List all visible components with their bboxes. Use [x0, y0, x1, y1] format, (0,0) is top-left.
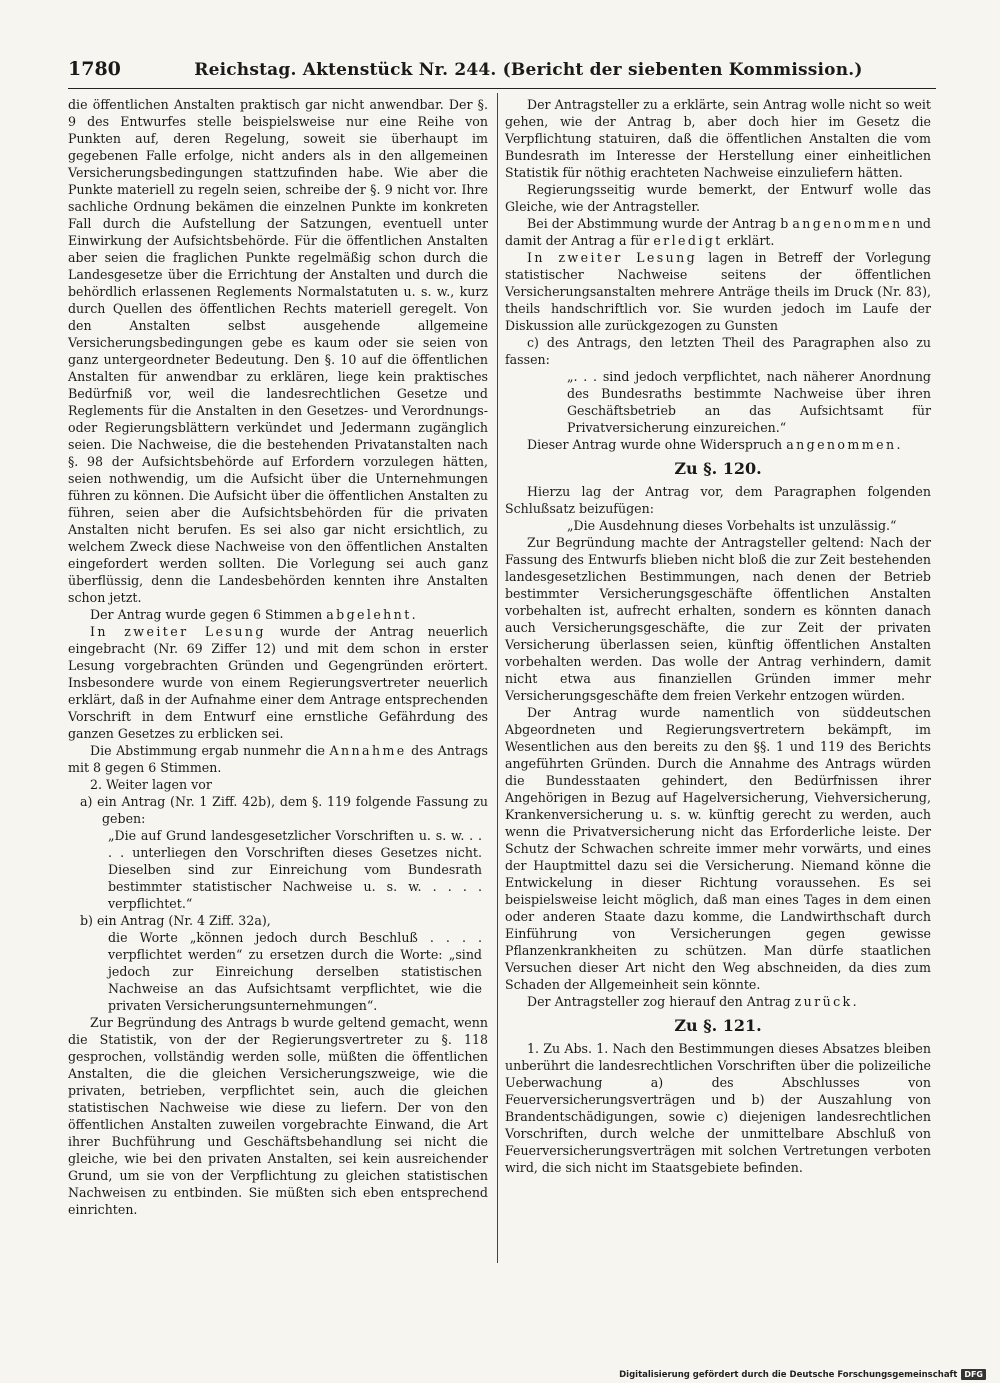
- paragraph: In zweiter Lesung wurde der Antrag neuerlich eingebracht (Nr. 69 Ziffer 12) und mit dem schon in erster Lesung vorgebrachten Gründen und Gegengründen erörtert. Insbesondere wurde von einem Regierungsvertreter neuerlich erklärt, daß in der Aufnahme einer dem Antrage entsprechenden Vorschrift in dem Entwurf eine ernstliche Gefährdung des ganzen Gesetzes zu erblicken sei.: [68, 624, 488, 741]
- paragraph: In zweiter Lesung lagen in Betreff der Vorlegung statistischer Nachweise seitens der öffentlichen Versicherungsanstalten mehrere Anträge theils im Druck (Nr. 83), theils handschriftlich vor. Sie wurden jedoch im Laufe der Diskussion alle zurückgezogen zu Gunsten: [505, 250, 931, 333]
- running-title: Reichstag. Aktenstück Nr. 244. (Bericht der siebenten Kommission.): [194, 60, 863, 80]
- list-item: c) des Antrags, den letzten Theil des Paragraphen also zu fassen:: [505, 335, 931, 367]
- paragraph: Der Antrag wurde gegen 6 Stimmen abgelehnt.: [90, 607, 419, 622]
- paragraph: Hierzu lag der Antrag vor, dem Paragraphen folgenden Schlußsatz beizufügen:: [505, 484, 931, 516]
- quotation: „Die auf Grund landesgesetzlicher Vorschriften u. s. w. . . . . unterliegen den Vorschriften dieses Gesetzes nicht. Dieselben sind zur Einreichung vom Bundesrath bestimmter statistischer Nachweise u. s. w. . . . . verpflichtet.“: [108, 828, 482, 911]
- section-heading: Zu §. 121.: [674, 1016, 762, 1035]
- paragraph: Regierungsseitig wurde bemerkt, der Entwurf wolle das Gleiche, wie der Antragsteller.: [505, 182, 931, 214]
- list-item: b) ein Antrag (Nr. 4 Ziff. 32a),: [80, 913, 271, 928]
- header-rule: [68, 88, 936, 89]
- page-header: [68, 58, 936, 86]
- paragraph: Der Antragsteller zu a erklärte, sein Antrag wolle nicht so weit gehen, wie der Antrag b, aber doch hier im Gesetz die Verpflichtung statuiren, daß die öffentlichen Anstalten die vom Bundesrath im Interesse der Herstellung einer einheitlichen Statistik für nöthig erachteten Nachweise einzuliefern hätten.: [505, 97, 931, 180]
- paragraph: Die Abstimmung ergab nunmehr die Annahme des Antrags mit 8 gegen 6 Stimmen.: [68, 743, 488, 775]
- paragraph: die öffentlichen Anstalten praktisch gar nicht anwendbar. Der §. 9 des Entwurfes stelle beispielsweise nur eine Reihe von Punkten auf, deren Regelung, soweit sie überhaupt im gegebenen Falle erfolge, nicht anders als in den allgemeinen Versicherungsbedingungen stattzufinden habe. Wie aber die Punkte materiell zu regeln seien, schreibe der §. 9 nicht vor. Ihre sachliche Ordnung bekämen die einzelnen Punkte im konkreten Fall durch die Aufstellung der Satzungen, eventuell unter Einwirkung der Aufsichtsbehörde. Für die öffentlichen Anstalten aber seien die fraglichen Punkte regelmäßig schon durch die Landesgesetze über die Errichtung der Anstalten und durch die behördlich erlassenen Reglements Normalstatuten u. s. w., kurz durch Quellen des öffentlichen Rechts materiell geregelt. Von den Anstalten selbst ausgehende allgemeine Versicherungsbedingungen gebe es kaum oder sie seien von ganz untergeordneter Bedeutung. Den §. 10 auf die öffentlichen Anstalten für anwendbar zu erklären, liege kein praktisches Bedürfniß vor, weil die landesrechtlichen Gesetze und Reglements für die Anstalten in den Gesetzes- und Verordnungs- oder Regierungsblättern verkündet und Jedermann zugänglich seien. Die Nachweise, die die bestehenden Privatanstalten nach §. 98 der Aufsichtsbehörde auf Erfordern vorzulegen hätten, seien nothwendig, um die Aufsicht über die Unternehmungen führen zu können. Die Aufsicht über die öffentlichen Anstalten zu führen, seien aber die Aufsichtsbehörden für die privaten Anstalten nicht berufen. Es sei also gar nicht ersichtlich, zu welchem Zweck diese Nachweise von den öffentlichen Anstalten eingefordert werden sollten. Die Vorlegung sei auch ganz überflüssig, denn die Landesbehörden kennten ihre Anstalten schon jetzt.: [68, 97, 488, 605]
- credit-text: Digitalisierung gefördert durch die Deutsche Forschungsgemeinschaft: [619, 1369, 958, 1380]
- paragraph: Bei der Abstimmung wurde der Antrag b angenommen und damit der Antrag a für erledigt erklärt.: [505, 216, 931, 248]
- digitization-credit: [619, 1369, 986, 1380]
- page-number: 1780: [68, 58, 121, 80]
- paragraph: 1. Zu Abs. 1. Nach den Bestimmungen dieses Absatzes bleiben unberührt die landesrechtlichen Vorschriften über die polizeiliche Ueberwachung a) des Abschlusses von Feuerversicherungsverträgen und b) der Auszahlung von Brandentschädigungen, sowie c) diejenigen landesrechtlichen Vorschriften, durch welche der unmittelbare Abschluß von Feuerversicherungsverträgen mit solchen Vertretungen verboten wird, die sich nicht im Staatsgebiete befinden.: [505, 1041, 931, 1175]
- quotation: „. . . sind jedoch verpflichtet, nach näherer Anordnung des Bundesraths bestimmte Nachweise über ihren Geschäftsbetrieb an das Aufsichtsamt für Privatversicherung einzureichen.“: [567, 369, 931, 435]
- paragraph: Dieser Antrag wurde ohne Widerspruch angenommen.: [527, 437, 903, 452]
- dfg-logo: DFG: [961, 1369, 986, 1380]
- right-column: [505, 96, 931, 1176]
- paragraph: Zur Begründung des Antrags b wurde geltend gemacht, wenn die Statistik, von der der Regierungsvertreter zu §. 118 gesprochen, vollständig werden solle, müßten die öffentlichen Anstalten, die die gleichen Versicherungszweige, wie die privaten, betrieben, verpflichtet sein, auch die gleichen statistischen Nachweise wie diese zu liefern. Der von den öffentlichen Anstalten zuweilen vorgebrachte Einwand, die Art ihrer Buchführung und Geschäftsbehandlung sei nicht die gleiche, wie bei den privaten Anstalten, sei kein ausreichender Grund, um sie von der Verpflichtung zu gleichen statistischen Nachweisen zu entbinden. Sie müßten sich eben entsprechend einrichten.: [68, 1015, 488, 1217]
- left-column: [68, 96, 488, 1218]
- paragraph: 2. Weiter lagen vor: [90, 777, 212, 792]
- list-item: a) ein Antrag (Nr. 1 Ziff. 42b), dem §. 119 folgende Fassung zu geben:: [80, 794, 488, 826]
- paragraph: Der Antragsteller zog hierauf den Antrag zurück.: [527, 994, 859, 1009]
- section-heading: Zu §. 120.: [674, 459, 762, 478]
- quotation: die Worte „können jedoch durch Beschluß . . . . verpflichtet werden“ zu ersetzen durch die Worte: „sind jedoch zur Einreichung derselben statistischen Nachweise an das Aufsichtsamt verpflichtet, wie die privaten Versicherungsunternehmungen“.: [108, 930, 482, 1013]
- quotation: „Die Ausdehnung dieses Vorbehalts ist unzulässig.“: [567, 518, 897, 533]
- column-divider: [497, 93, 498, 1263]
- paragraph: Der Antrag wurde namentlich von süddeutschen Abgeordneten und Regierungsvertretern bekämpft, im Wesentlichen aus den bereits zu den §§. 1 und 119 des Berichts angeführten Gründen. Durch die Annahme des Antrags würden die Bundesstaaten gehindert, den Bedürfnissen ihrer Angehörigen in Bezug auf Hagelversicherung, Viehversicherung, Krankenversicherung u. s. w. künftig gerecht zu werden, auch wenn die Privatversicherung nicht das Erforderliche leiste. Der Schutz der Schwachen schreite immer mehr vorwärts, und eines der Hauptmittel dazu sei die Versicherung. Niemand könne die Entwickelung in dieser Richtung voraussehen. Es sei beispielsweise leicht möglich, daß man eines Tages in dem einen oder anderen Staate dazu komme, die Landwirthschaft durch Einführung von Versicherungen gegen gewisse Pflanzenkrankheiten zu schützen. Man dürfe staatlichen Versuchen dieser Art nicht den Weg abschneiden, da dies zum Schaden der Allgemeinheit sein könnte.: [505, 705, 931, 992]
- paragraph: Zur Begründung machte der Antragsteller geltend: Nach der Fassung des Entwurfs blieben nicht bloß die zur Zeit bestehenden landesgesetzlichen Bestimmungen, nach denen der Betrieb bestimmter Versicherungsgeschäfte öffentlichen Anstalten vorbehalten ist, aufrecht erhalten, sondern es könnten danach auch Versicherungsgeschäfte, die zur Zeit der privaten Versicherung überlassen seien, künftig öffentlichen Anstalten vorbehalten werden. Das wolle der Antrag verhindern, damit nicht etwa aus finanziellen Gründen immer mehr Versicherungsgeschäfte dem freien Verkehr entzogen würden.: [505, 535, 931, 703]
